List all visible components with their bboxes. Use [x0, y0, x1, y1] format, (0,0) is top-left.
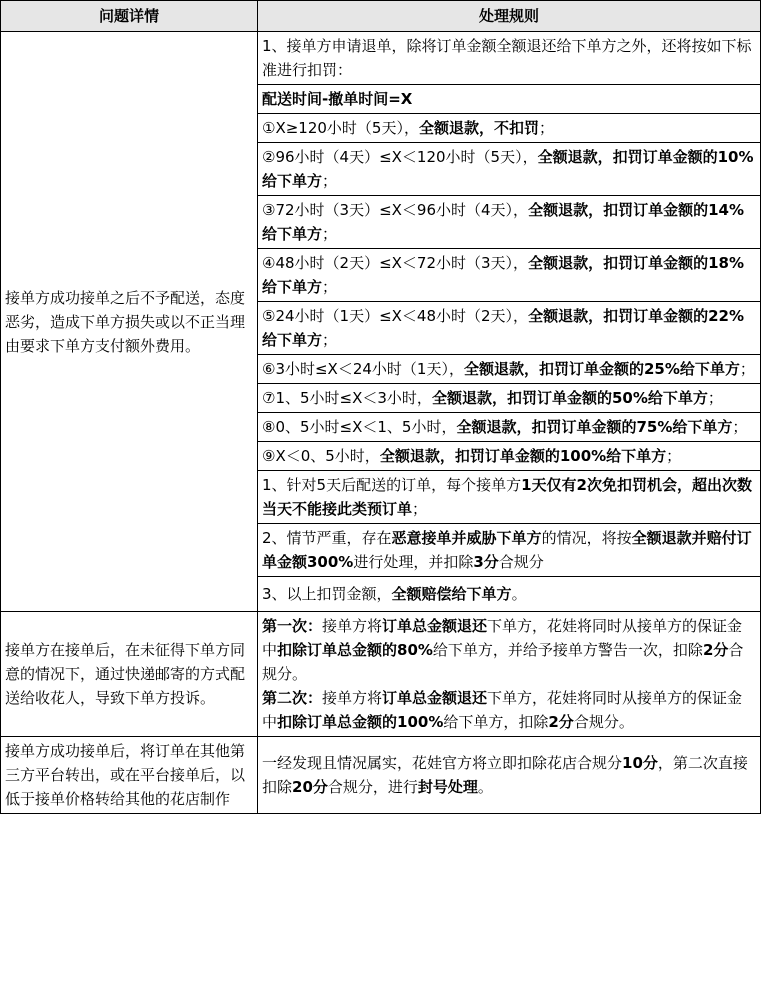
rule-bold: 全额赔偿给下单方 — [391, 585, 512, 603]
formula-text: 配送时间-撤单时间=X — [262, 90, 413, 108]
tier-condition: ②96小时（4天）≤X＜120小时（5天）， — [262, 148, 538, 166]
rule-text: 合规分。 — [573, 713, 634, 731]
tier-tail: ； — [538, 119, 554, 137]
tier-tail: ； — [322, 278, 338, 296]
rule-5day-cell — [258, 471, 761, 524]
tier-condition: ①X≥120小时（5天）， — [262, 119, 419, 137]
rule-text: 合规分，进行 — [327, 778, 418, 796]
rule-text: 1、针对5天后配送的订单，每个接单方 — [262, 476, 522, 494]
rule-bold: 3分 — [473, 553, 499, 571]
tier-penalty: 全额退款，扣罚订单金额的18%给下单方 — [262, 254, 744, 296]
tier-cell — [258, 143, 761, 196]
table-row — [1, 32, 761, 85]
rule-text: 3、以上扣罚金额， — [262, 585, 392, 603]
rule-text: 接单方将 — [322, 689, 383, 707]
tier-condition: ④48小时（2天）≤X＜72小时（3天）， — [262, 254, 529, 272]
tier-cell — [258, 442, 761, 471]
rule-text: 的情况，将按 — [541, 529, 632, 547]
tier-tail: ； — [739, 360, 755, 378]
tier-condition: ⑧0、5小时≤X＜1、5小时， — [262, 418, 457, 436]
rule-text: 。 — [511, 585, 527, 603]
tier-cell — [258, 114, 761, 143]
rule-text: 下单方，花娃将同时从接单方的保证金中 — [262, 689, 743, 731]
tier-tail: ； — [322, 172, 338, 190]
rule-text: 2、情节严重，存在 — [262, 529, 392, 547]
rule-bold: 第二次： — [262, 689, 323, 707]
rule-bold: 扣除订单总金额的100% — [277, 713, 444, 731]
rule-text: 。 — [477, 778, 493, 796]
tier-condition: ⑥3小时≤X＜24小时（1天）， — [262, 360, 464, 378]
rule-text: 合规分 — [498, 553, 544, 571]
rule-intro: 1、接单方申请退单，除将订单金额全额退还给下单方之外，还将按如下标准进行扣罚： — [258, 32, 761, 85]
first-offense — [262, 614, 756, 686]
header-rule: 处理规则 — [258, 1, 761, 32]
rule-bold: 第一次： — [262, 617, 323, 635]
second-offense — [262, 686, 756, 734]
rule-bold: 扣除订单总金额的80% — [277, 641, 433, 659]
rule-text: 进行处理，并扣除 — [353, 553, 474, 571]
tier-cell — [258, 249, 761, 302]
express-rule-cell — [258, 612, 761, 737]
tier-penalty: 全额退款，扣罚订单金额的50%给下单方 — [431, 389, 708, 407]
rule-bold: 20分 — [292, 778, 328, 796]
rule-bold: 订单总金额退还 — [382, 689, 488, 707]
tier-penalty: 全额退款，扣罚订单金额的22%给下单方 — [262, 307, 744, 349]
tier-tail: ； — [707, 389, 723, 407]
tier-tail: ； — [666, 447, 682, 465]
header-issue: 问题详情 — [1, 1, 258, 32]
tier-condition: ⑤24小时（1天）≤X＜48小时（2天）， — [262, 307, 529, 325]
rule-compensate-cell — [258, 577, 761, 612]
issue-cell-transfer: 接单方成功接单后，将订单在其他第三方平台转出，或在平台接单后，以低于接单价格转给其他的花店制作 — [1, 737, 258, 814]
rule-text: 给下单方，扣除 — [443, 713, 549, 731]
tier-cell — [258, 196, 761, 249]
rule-text: 一经发现且情况属实，花娃官方将立即扣除花店合规分 — [262, 754, 623, 772]
rule-bold: 恶意接单并威胁下单方 — [391, 529, 542, 547]
rule-text: 合规分。 — [262, 641, 744, 683]
rule-bold: 封号处理 — [417, 778, 478, 796]
tier-penalty: 全额退款，扣罚订单金额的75%给下单方 — [456, 418, 733, 436]
rule-bold: 订单总金额退还 — [382, 617, 488, 635]
rule-text: 给下单方，并给予接单方警告一次，扣除 — [432, 641, 703, 659]
tier-penalty: 全额退款，扣罚订单金额的14%给下单方 — [262, 201, 744, 243]
tier-tail: ； — [322, 331, 338, 349]
transfer-rule-cell — [258, 737, 761, 814]
table-row — [1, 612, 761, 737]
rule-text: 下单方，花娃将同时从接单方的保证金中 — [262, 617, 743, 659]
tier-cell — [258, 302, 761, 355]
rule-bold: 2分 — [548, 713, 574, 731]
rule-text: ； — [412, 500, 428, 518]
issue-cell-refusal: 接单方成功接单之后不予配送，态度恶劣，造成下单方损失或以不正当理由要求下单方支付额外费用。 — [1, 32, 258, 612]
tier-cell — [258, 413, 761, 442]
rule-text: ，第二次直接扣除 — [262, 754, 748, 796]
rule-formula — [258, 85, 761, 114]
tier-penalty: 全额退款，扣罚订单金额的100%给下单方 — [379, 447, 667, 465]
rule-severe-cell — [258, 524, 761, 577]
header-row — [1, 1, 761, 32]
tier-condition: ⑦1、5小时≤X＜3小时， — [262, 389, 432, 407]
tier-tail: ； — [322, 225, 338, 243]
tier-penalty: 全额退款，扣罚订单金额的25%给下单方 — [463, 360, 740, 378]
rule-text: 接单方将 — [322, 617, 383, 635]
tier-condition: ⑨X＜0、5小时， — [262, 447, 380, 465]
tier-condition: ③72小时（3天）≤X＜96小时（4天）， — [262, 201, 529, 219]
tier-penalty: 全额退款，不扣罚 — [418, 119, 539, 137]
tier-cell — [258, 384, 761, 413]
tier-penalty: 全额退款，扣罚订单金额的10%给下单方 — [262, 148, 754, 190]
rule-bold: 10分 — [622, 754, 658, 772]
rule-bold: 1天仅有2次免扣罚机会，超出次数当天不能接此类预订单 — [262, 476, 752, 518]
tier-cell — [258, 355, 761, 384]
table-row — [1, 737, 761, 814]
rule-bold: 全额退款并赔付订单金额300% — [262, 529, 752, 571]
tier-tail: ； — [732, 418, 748, 436]
issue-cell-express: 接单方在接单后，在未征得下单方同意的情况下，通过快递邮寄的方式配送给收花人，导致下单方投诉。 — [1, 612, 258, 737]
rule-bold: 2分 — [702, 641, 729, 659]
